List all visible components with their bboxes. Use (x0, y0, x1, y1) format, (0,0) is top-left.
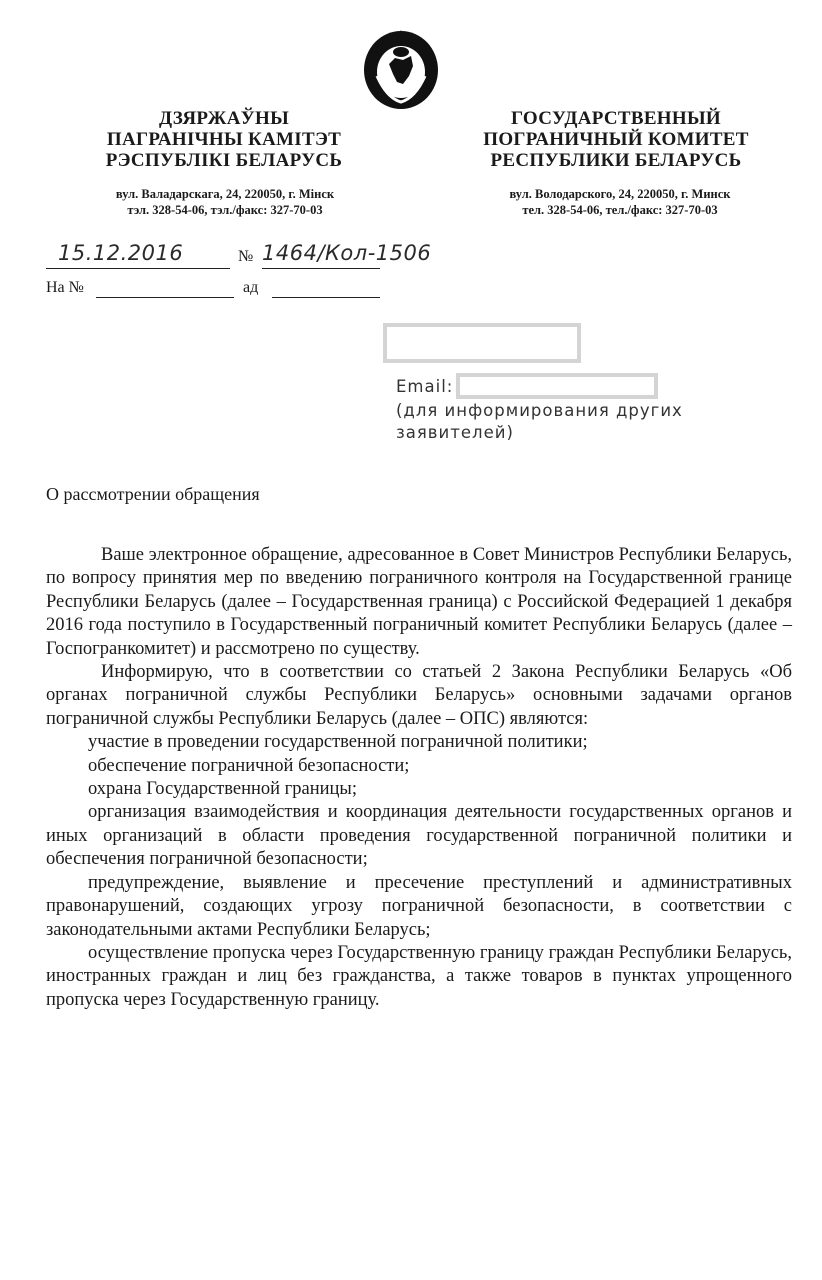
org-by-line-2: ПАГРАНІЧНЫ КАМІТЭТ (106, 129, 342, 150)
addr-by-line-2: тэл. 328-54-06, тэл./факс: 327-70-03 (127, 203, 323, 217)
number-sign: № (238, 248, 254, 265)
state-emblem-icon (363, 28, 439, 110)
org-address-by (70, 186, 380, 218)
org-name-by (86, 108, 362, 171)
paragraph-2: Информирую, что в соответствии со статьей 2 Закона Республики Беларусь «Об органах пограничной службы Республики Беларусь» основными задачами органов пограничной службы Республики Беларусь (далее – ОПС) являются: (46, 662, 792, 729)
recipient-name-redacted (383, 323, 581, 363)
list-item: осуществление пропуска через Государственную границу граждан Республики Беларусь, иностранных граждан и лиц без гражданства, а также товаров в пунктах упрощенного пропуска через Государственную границу. (46, 942, 792, 1010)
recipient-note (396, 400, 726, 444)
letter-subject: О рассмотрении обращения (46, 484, 260, 504)
paragraph-1: Ваше электронное обращение, адресованное в Совет Министров Республики Беларусь, по вопросу принятия мер по введению пограничного контроля на Государственной границе Республики Беларусь (далее – Государственная граница) с Российской Федерацией 1 декабря 2016 года поступило в Государственный пограничный комитет Республики Беларусь (далее – Госпогранкомитет) и рассмотрено по существу. (46, 545, 792, 659)
number-underline (262, 268, 380, 269)
org-by-line-1: ДЗЯРЖАЎНЫ (158, 108, 290, 129)
org-by-line-3: РЭСПУБЛІКІ БЕЛАРУСЬ (105, 150, 343, 171)
list-item: участие в проведении государственной пограничной политики; (88, 732, 588, 753)
list-item: обеспечение пограничной безопасности; (88, 755, 410, 776)
org-address-ru (460, 186, 780, 218)
outgoing-date: 15.12.2016 (58, 241, 184, 265)
on-no-underline (96, 297, 234, 298)
org-name-ru (468, 108, 764, 171)
from-underline (272, 297, 380, 298)
addr-by-line-1: вул. Валадарскага, 24, 220050, г. Мінск (115, 187, 335, 201)
addr-ru-line-2: тел. 328-54-06, тел./факс: 327-70-03 (522, 203, 718, 217)
list-item: организация взаимодействия и координация деятельности государственных органов и иных организаций в области проведения государственной пограничной политики и обеспечения пограничной безопасности; (46, 802, 792, 870)
addr-ru-line-1: вул. Володарского, 24, 220050, г. Минск (509, 187, 731, 201)
recipient-note-line-1: (для информирования других (396, 401, 683, 420)
org-ru-line-2: ПОГРАНИЧНЫЙ КОМИТЕТ (483, 129, 749, 150)
list-item: предупреждение, выявление и пресечение преступлений и административных правонарушений, создающих угрозу пограничной безопасности, в соответствии с законодательными актами Республики Беларусь; (46, 872, 792, 940)
date-underline (46, 268, 230, 269)
from-label: ад (243, 279, 259, 296)
list-item: охрана Государственной границы; (88, 779, 357, 800)
org-ru-line-3: РЕСПУБЛИКИ БЕЛАРУСЬ (490, 150, 742, 171)
outgoing-number: 1464/Кол-1506 (262, 241, 432, 265)
org-ru-line-1: ГОСУДАРСТВЕННЫЙ (511, 108, 721, 129)
recipient-email-redacted (456, 373, 658, 399)
on-no-label: На № (46, 279, 84, 296)
recipient-email-label: Email: (396, 377, 454, 396)
letter-body (46, 544, 792, 1012)
recipient-note-line-2: заявителей) (396, 423, 514, 442)
